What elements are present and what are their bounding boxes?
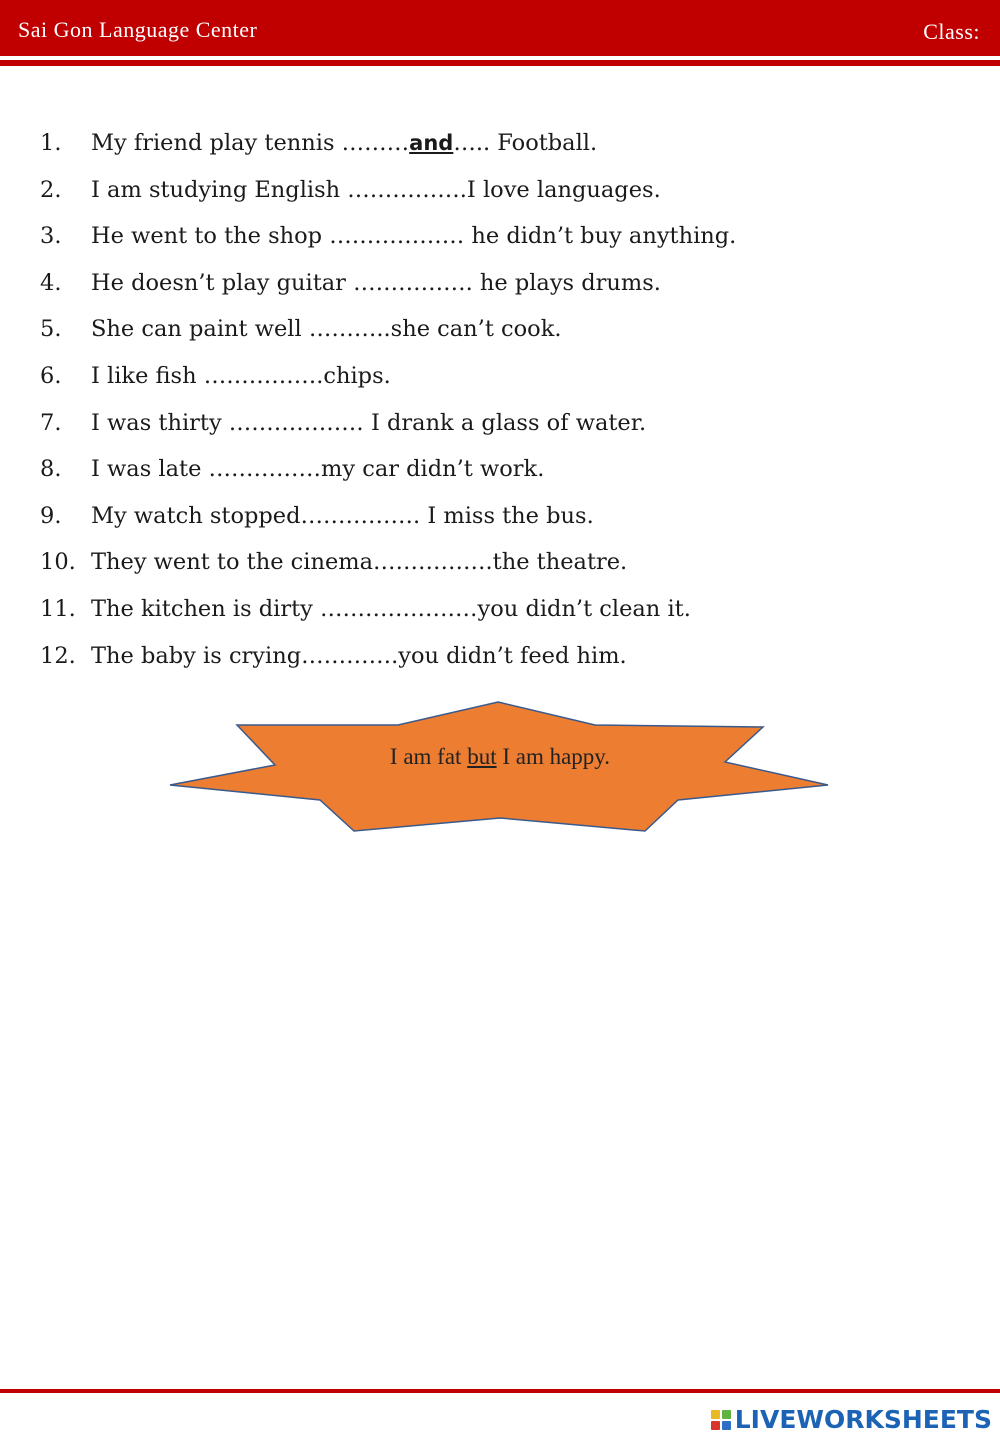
- item-number: 4.: [40, 269, 62, 296]
- exercise-item: [40, 637, 940, 684]
- exercise-list: [40, 124, 940, 683]
- example-before: I am fat: [389, 744, 468, 769]
- item-sentence[interactable]: The kitchen is dirty …………………you didn’t clean it.: [91, 595, 691, 622]
- brand-name: LIVEWORKSHEETS: [734, 1405, 992, 1434]
- exercise-item: [40, 450, 940, 497]
- item-number: 9.: [40, 502, 62, 529]
- item-sentence[interactable]: I was late ……………my car didn’t work.: [91, 456, 545, 483]
- header-bar: [0, 0, 1000, 56]
- item-sentence[interactable]: They went to the cinema…………….the theatre.: [91, 549, 628, 576]
- sentence-after: ….. Football.: [453, 130, 598, 156]
- footer-divider: [0, 1389, 1000, 1393]
- exercise-item: [40, 590, 940, 637]
- class-label: Class:: [923, 19, 980, 44]
- exercise-item: [40, 497, 940, 544]
- header-divider: [0, 60, 1000, 66]
- exercise-item: [40, 357, 940, 404]
- exercise-item: [40, 264, 940, 311]
- item-number: 2.: [40, 176, 62, 203]
- exercise-item: [40, 217, 940, 264]
- item-number: 10.: [40, 549, 76, 576]
- item-number: 8.: [40, 456, 62, 483]
- example-conjunction: but: [467, 744, 497, 769]
- item-number: 7.: [40, 409, 62, 436]
- example-after: I am happy.: [496, 744, 611, 769]
- liveworksheets-icon: [711, 1410, 731, 1430]
- item-number: 6.: [40, 362, 62, 389]
- item-number: 11.: [40, 595, 76, 622]
- item-number: 12.: [40, 642, 76, 669]
- exercise-item: [40, 310, 940, 357]
- item-sentence[interactable]: The baby is crying………….you didn’t feed him.: [91, 642, 627, 669]
- item-number: 1.: [40, 130, 62, 156]
- item-sentence[interactable]: I am studying English …………….I love languages.: [91, 176, 661, 203]
- item-sentence[interactable]: I like fish …………….chips.: [91, 362, 391, 389]
- item-number: 3.: [40, 223, 62, 250]
- exercise-item: [40, 171, 940, 218]
- item-number: 5.: [40, 316, 62, 343]
- item-sentence[interactable]: He went to the shop ……………… he didn’t buy anything.: [91, 223, 737, 250]
- item-sentence[interactable]: My watch stopped……………. I miss the bus.: [91, 502, 594, 529]
- exercise-item: [40, 124, 940, 171]
- item-sentence: [91, 124, 597, 162]
- exercise-item: [40, 404, 940, 451]
- sentence-before: My friend play tennis ………: [91, 130, 410, 156]
- item-sentence[interactable]: I was thirty ……………… I drank a glass of water.: [91, 409, 647, 436]
- item-sentence[interactable]: He doesn’t play guitar ……………. he plays drums.: [91, 269, 661, 296]
- answer-blank[interactable]: and: [409, 131, 454, 155]
- brand-logo[interactable]: [711, 1405, 992, 1434]
- exercise-item: [40, 543, 940, 590]
- item-sentence[interactable]: She can paint well ………..she can’t cook.: [91, 316, 562, 343]
- example-sentence: [168, 744, 832, 770]
- center-name: Sai Gon Language Center: [18, 17, 258, 42]
